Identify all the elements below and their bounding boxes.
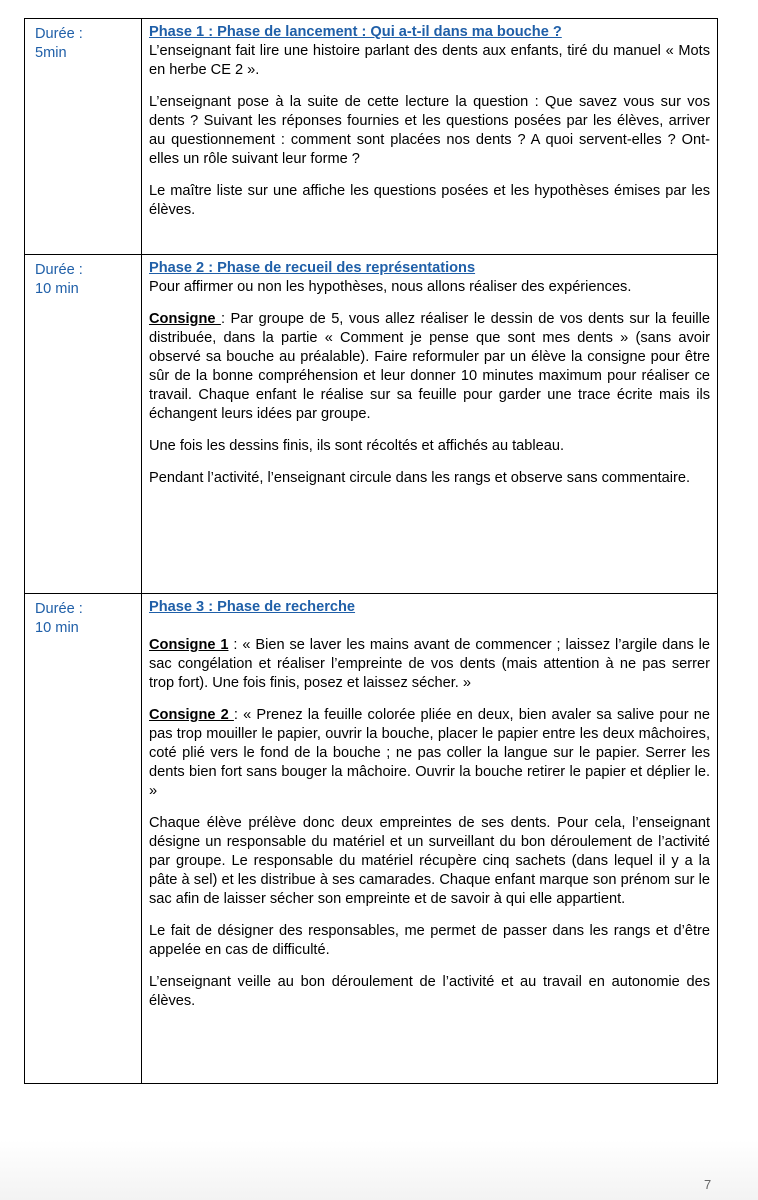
paragraph: L’enseignant pose à la suite de cette lecture la question : Que savez vous sur vos dents ? Suivant les réponses fournies et les questions posées par les élèves, arriver au questionnement : comment sont placées nos dents ? A quoi servent-elles ? Ont-elles un rôle suivant leur forme ? xyxy=(149,94,710,167)
page-footer-shade xyxy=(0,1140,758,1200)
consigne-paragraph xyxy=(149,706,710,801)
duration-label: Durée : xyxy=(35,26,83,42)
phase-content xyxy=(142,19,718,255)
paragraph: Le maître liste sur une affiche les questions posées et les hypothèses émises par les élèves. xyxy=(149,183,710,218)
paragraph: L’enseignant veille au bon déroulement de l’activité et au travail en autonomie des élèves. xyxy=(149,974,710,1009)
phase-row xyxy=(25,19,718,255)
paragraph: Chaque élève prélève donc deux empreintes de ses dents. Pour cela, l’enseignant désigne un responsable du matériel et un surveillant du bon déroulement de l’activité par groupe. Le responsable du matériel récupère cinq sachets (dans lequel il y a la pâte à sel) et les distribue à ses camarades. Chaque enfant marque son prénom sur le sac afin de laisser sécher son empreinte et de savoir à qui elle appartient. xyxy=(149,815,710,907)
phase-content xyxy=(142,255,718,594)
duration-label: Durée : xyxy=(35,601,83,617)
page-number: 7 xyxy=(704,1177,712,1192)
consigne-label: Consigne 2 xyxy=(149,707,234,723)
phase-title: Phase 1 : Phase de lancement : Qui a-t-il dans ma bouche ? xyxy=(149,24,562,40)
duration-value: 5min xyxy=(35,45,67,61)
phase-title: Phase 3 : Phase de recherche xyxy=(149,599,356,615)
paragraph: Une fois les dessins finis, ils sont récoltés et affichés au tableau. xyxy=(149,438,565,454)
duration-cell xyxy=(25,255,142,594)
phase-row xyxy=(25,255,718,594)
phase-content xyxy=(142,594,718,1084)
consigne-paragraph xyxy=(149,310,710,424)
duration-label: Durée : xyxy=(35,262,83,278)
phase-title: Phase 2 : Phase de recueil des représentations xyxy=(149,260,476,276)
consigne-text: : « Bien se laver les mains avant de commencer ; laissez l’argile dans le sac congélation et réaliser l’empreinte de vos dents (mais attention à ne pas serrer trop fort). Une fois finis, posez et laissez sécher. » xyxy=(149,637,710,691)
consigne-text: : « Prenez la feuille colorée pliée en deux, bien avaler sa salive pour ne pas trop mouiller le papier, ouvrir la bouche, placer le papier entre les deux mâchoires, coté plié vers le fond de la bouche ; ne pas coller la langue sur le papier. Serrer les dents bien fort sans bouger la mâchoire. Ouvrir la bouche retirer le papier et déplier le. » xyxy=(149,707,710,799)
duration-value: 10 min xyxy=(35,620,79,636)
consigne-label: Consigne 1 xyxy=(149,637,229,653)
consigne-text: : Par groupe de 5, vous allez réaliser le dessin de vos dents sur la feuille distribuée, dans la partie « Comment je pense que sont mes dents » (sans avoir observé sa bouche au préalable). Faire reformuler par un élève la consigne pour être sûr de la bonne compréhension et leur donner 10 minutes maximum pour réaliser ce travail. Chaque enfant le réalise sur sa feuille pour garder une trace écrite mais ils échangent leurs idées par groupe. xyxy=(149,311,710,422)
paragraph: L’enseignant fait lire une histoire parlant des dents aux enfants, tiré du manuel « Mots en herbe CE 2 ». xyxy=(149,43,710,78)
duration-cell xyxy=(25,19,142,255)
paragraph: Pour affirmer ou non les hypothèses, nous allons réaliser des expériences. xyxy=(149,279,632,295)
phase-row xyxy=(25,594,718,1084)
consigne-label: Consigne xyxy=(149,311,221,327)
duration-value: 10 min xyxy=(35,281,79,297)
consigne-paragraph xyxy=(149,636,710,693)
duration-cell xyxy=(25,594,142,1084)
lesson-plan-table xyxy=(24,18,718,1084)
paragraph: Le fait de désigner des responsables, me permet de passer dans les rangs et d’être appelée en cas de difficulté. xyxy=(149,923,710,958)
paragraph: Pendant l’activité, l’enseignant circule dans les rangs et observe sans commentaire. xyxy=(149,470,691,486)
